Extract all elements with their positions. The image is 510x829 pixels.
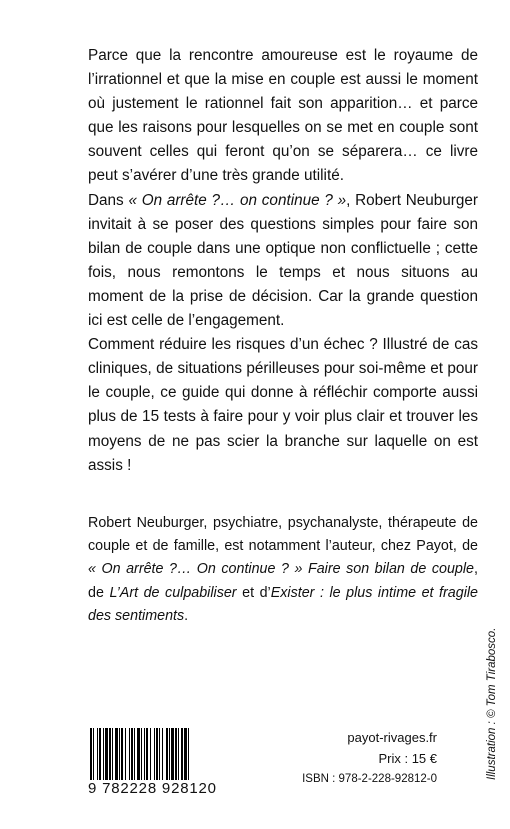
- barcode-bar: [146, 728, 148, 780]
- blurb-paragraph-2: [88, 189, 478, 334]
- bio-end: .: [184, 607, 189, 624]
- barcode-bar: [184, 728, 187, 780]
- bio-book-2: L’Art de culpabiliser: [109, 584, 237, 601]
- blurb-paragraph-1: Parce que la rencontre amoureuse est le royaume de l’irrationnel et que la mise en couple est aussi le moment où justement le rationnel fait son apparition… et parce que les raisons pour lesquelles on se met en couple sont souvent celles qui feront qu’on se séparera… ce livre peut s’avérer d’une très grande utilité.: [88, 47, 478, 185]
- barcode-bar: [141, 728, 142, 780]
- barcode-bar: [178, 728, 179, 780]
- barcode-bar: [93, 728, 94, 780]
- barcode-bar: [103, 728, 104, 780]
- barcode-bar: [166, 728, 168, 780]
- author-bio: [88, 512, 478, 628]
- barcode-bar: [154, 728, 155, 780]
- barcode-bar: [99, 728, 101, 780]
- bio-sep-1: , de: [88, 561, 478, 601]
- barcode-icon: [88, 728, 238, 780]
- barcode-bar: [119, 728, 120, 780]
- barcode-bar: [121, 728, 123, 780]
- barcode-bar: [171, 728, 174, 780]
- barcode-bar: [188, 728, 189, 780]
- barcode-bar: [159, 728, 160, 780]
- barcode-bar: [131, 728, 133, 780]
- barcode-bar: [134, 728, 135, 780]
- blurb-p2-before: Dans: [88, 191, 129, 209]
- barcode-bar: [115, 728, 118, 780]
- barcode-bar: [175, 728, 177, 780]
- barcode-block: [88, 728, 238, 798]
- barcode-bar: [112, 728, 113, 780]
- blurb-paragraph-3: Comment réduire les risques d’un échec ? Illustré de cas cliniques, de situations périlleuses pour soi-même et pour le couple, ce guide qui donne à réfléchir comporte aussi plus de 15 tests à faire pour y voir plus clair et trouver les moyens de ne pas scier la branche sur laquelle on est assis !: [88, 336, 478, 474]
- barcode-bar: [150, 728, 151, 780]
- barcode-bar: [105, 728, 108, 780]
- publisher-info: [302, 727, 437, 790]
- publisher-website: payot-rivages.fr: [347, 730, 437, 745]
- barcode-bar: [97, 728, 98, 780]
- barcode-bar: [181, 728, 183, 780]
- illustration-credit: Illustration : © Tom Tirabosco.: [486, 627, 498, 780]
- barcode-bar: [144, 728, 145, 780]
- barcode-bar: [162, 728, 163, 780]
- barcode-bar: [137, 728, 140, 780]
- barcode-bar: [129, 728, 130, 780]
- bio-book-3: Exister : le plus intime et fragile des sentiments: [88, 584, 478, 624]
- blurb-p2-book-title: « On arrête ?… on continue ? »: [128, 191, 347, 209]
- bio-book-1: « On arrête ?… On continue ? » Faire son bilan de couple: [88, 561, 475, 578]
- bio-sep-2: et d’: [236, 584, 271, 601]
- barcode-digits: 9 782228 928120: [88, 780, 217, 797]
- barcode-bar: [156, 728, 158, 780]
- barcode-bar: [109, 728, 111, 780]
- barcode-bar: [90, 728, 92, 780]
- price: Prix : 15 €: [378, 751, 437, 766]
- barcode-bar: [125, 728, 126, 780]
- blurb-p2-after: , Robert Neuburger invitait à se poser des questions simples pour faire son bilan de couple dans une optique non conflictuelle ; cette fois, nous remontons le temps et nous situons au moment de la prise de décision. Car la grande question ici est celle de l’engagement.: [88, 191, 478, 330]
- isbn: ISBN : 978-2-228-92812-0: [302, 773, 437, 785]
- back-cover-blurb: [88, 44, 478, 478]
- barcode-bar: [169, 728, 170, 780]
- bio-intro: Robert Neuburger, psychiatre, psychanalyste, thérapeute de couple et de famille, est notamment l’auteur, chez Payot, de: [88, 515, 478, 555]
